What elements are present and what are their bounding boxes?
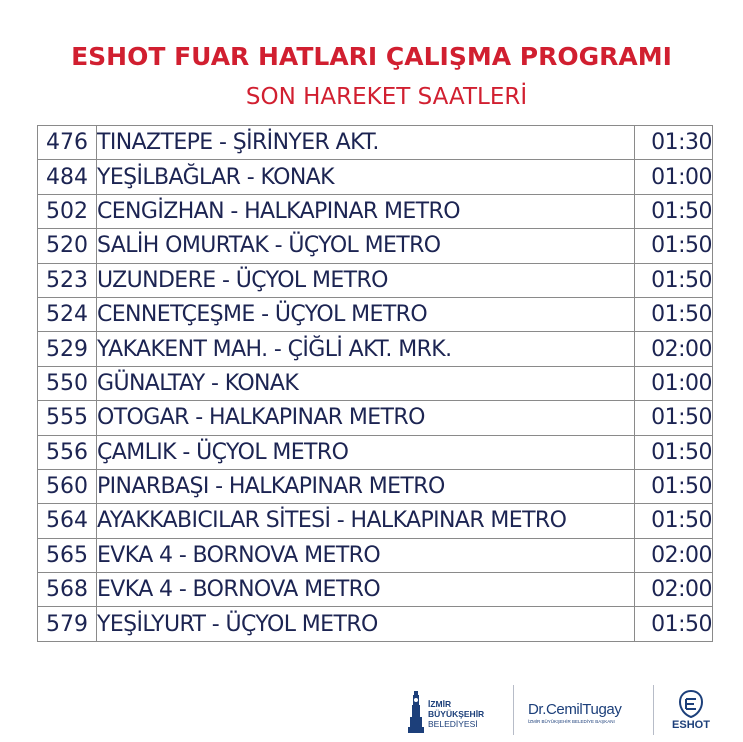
last-departure-cell: 01:50 — [635, 297, 713, 331]
izmir-logo-text — [428, 699, 484, 729]
line-number-cell: 564 — [38, 504, 97, 538]
route-cell: OTOGAR - HALKAPINAR METRO — [97, 401, 635, 435]
line-number-cell: 476 — [38, 126, 97, 160]
route-cell: TINAZTEPE - ŞİRİNYER AKT. — [97, 126, 635, 160]
line-number-cell: 565 — [38, 538, 97, 572]
route-cell: CENGİZHAN - HALKAPINAR METRO — [97, 194, 635, 228]
last-departure-cell: 01:50 — [635, 194, 713, 228]
line-number-cell: 484 — [38, 160, 97, 194]
line-number-cell: 520 — [38, 229, 97, 263]
clock-tower-icon — [408, 691, 424, 733]
route-cell: SALİH OMURTAK - ÜÇYOL METRO — [97, 229, 635, 263]
mayor-logo — [528, 701, 638, 724]
last-departure-cell: 01:50 — [635, 401, 713, 435]
route-cell: EVKA 4 - BORNOVA METRO — [97, 573, 635, 607]
mayor-title: İZMİR BÜYÜKŞEHİR BELEDİYE BAŞKANI — [528, 719, 615, 724]
logo-divider — [513, 685, 514, 735]
last-departure-cell: 01:50 — [635, 435, 713, 469]
schedule-table — [37, 125, 713, 642]
line-number-cell: 560 — [38, 469, 97, 503]
route-cell: CENNETÇEŞME - ÜÇYOL METRO — [97, 297, 635, 331]
table-row — [38, 401, 713, 435]
eshot-logo — [668, 689, 714, 731]
page-title: ESHOT FUAR HATLARI ÇALIŞMA PROGRAMI — [71, 42, 672, 71]
line-number-cell: 502 — [38, 194, 97, 228]
table-row — [38, 504, 713, 538]
logo-divider — [653, 685, 654, 735]
table-row — [38, 469, 713, 503]
last-departure-cell: 01:50 — [635, 469, 713, 503]
mayor-name: Dr.CemilTugay — [528, 701, 622, 718]
line-number-cell: 555 — [38, 401, 97, 435]
route-cell: EVKA 4 - BORNOVA METRO — [97, 538, 635, 572]
table-row — [38, 160, 713, 194]
table-row — [38, 538, 713, 572]
table-row — [38, 194, 713, 228]
last-departure-cell: 02:00 — [635, 538, 713, 572]
route-cell: ÇAMLIK - ÜÇYOL METRO — [97, 435, 635, 469]
line-number-cell: 524 — [38, 297, 97, 331]
last-departure-cell: 01:00 — [635, 160, 713, 194]
eshot-logo-text: ESHOT — [672, 719, 710, 731]
table-row — [38, 229, 713, 263]
line-number-cell: 556 — [38, 435, 97, 469]
line-number-cell: 550 — [38, 366, 97, 400]
line-number-cell: 568 — [38, 573, 97, 607]
table-row — [38, 332, 713, 366]
izmir-logo-line2: BÜYÜKŞEHİR — [428, 709, 485, 719]
route-cell: GÜNALTAY - KONAK — [97, 366, 635, 400]
route-cell: PINARBAŞI - HALKAPINAR METRO — [97, 469, 635, 503]
route-cell: YEŞİLBAĞLAR - KONAK — [97, 160, 635, 194]
line-number-cell: 523 — [38, 263, 97, 297]
schedule-table-body — [38, 126, 713, 642]
last-departure-cell: 01:30 — [635, 126, 713, 160]
last-departure-cell: 01:50 — [635, 607, 713, 641]
last-departure-cell: 01:50 — [635, 229, 713, 263]
footer-logos — [0, 683, 743, 738]
line-number-cell: 529 — [38, 332, 97, 366]
table-row — [38, 435, 713, 469]
izmir-logo-line1: İZMİR — [428, 699, 452, 709]
table-row — [38, 607, 713, 641]
route-cell: YAKAKENT MAH. - ÇİĞLİ AKT. MRK. — [97, 332, 635, 366]
izmir-municipality-logo — [408, 691, 500, 735]
eshot-emblem-icon — [676, 689, 706, 719]
last-departure-cell: 01:50 — [635, 263, 713, 297]
table-row — [38, 263, 713, 297]
table-row — [38, 297, 713, 331]
last-departure-cell: 01:00 — [635, 366, 713, 400]
route-cell: AYAKKABICILAR SİTESİ - HALKAPINAR METRO — [97, 504, 635, 538]
page-subtitle: SON HAREKET SAATLERİ — [245, 84, 528, 110]
line-number-cell: 579 — [38, 607, 97, 641]
last-departure-cell: 01:50 — [635, 504, 713, 538]
table-row — [38, 573, 713, 607]
last-departure-cell: 02:00 — [635, 332, 713, 366]
last-departure-cell: 02:00 — [635, 573, 713, 607]
table-row — [38, 366, 713, 400]
table-row — [38, 126, 713, 160]
route-cell: UZUNDERE - ÜÇYOL METRO — [97, 263, 635, 297]
route-cell: YEŞİLYURT - ÜÇYOL METRO — [97, 607, 635, 641]
izmir-logo-line3: BELEDİYESİ — [428, 719, 478, 729]
